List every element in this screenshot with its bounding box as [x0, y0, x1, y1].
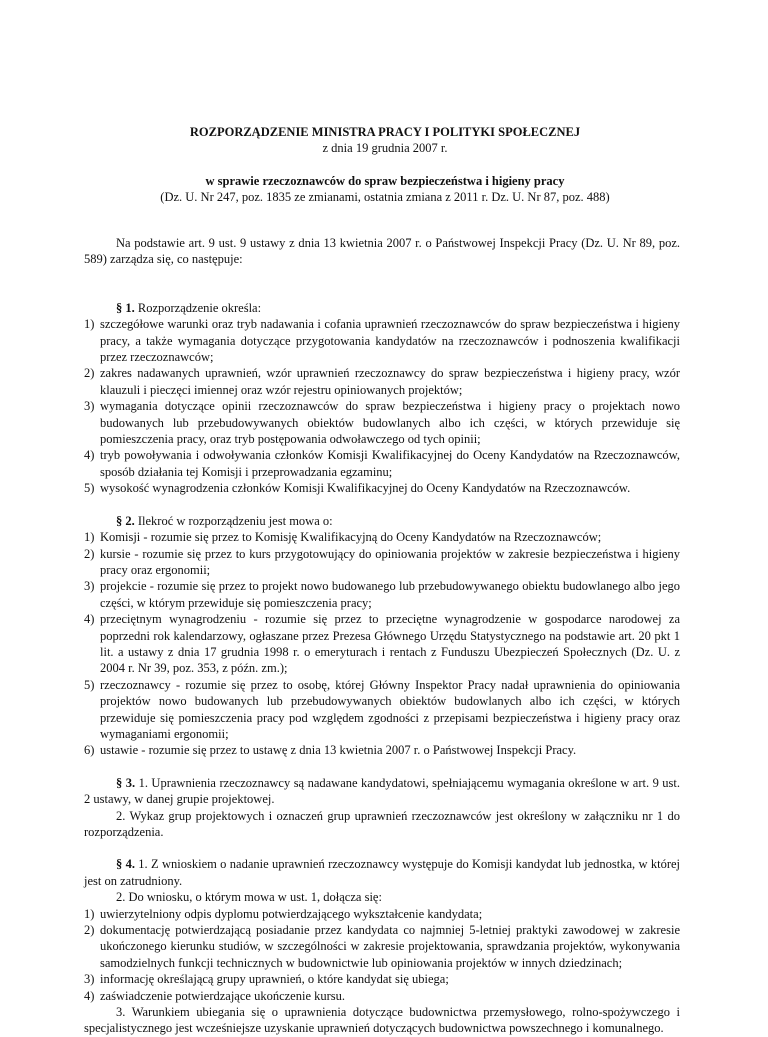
item-text: kursie - rozumie się przez to kurs przygotowujący do opiniowania projektów w zakresie bezpieczeństwa i higieny pracy oraz ergonomii;: [100, 546, 680, 577]
item-number: 5): [84, 481, 95, 496]
list-item: [84, 529, 680, 545]
section-3-mark: § 3.: [116, 775, 136, 790]
list-item: [84, 447, 680, 480]
section-4-mark: § 4.: [116, 857, 135, 872]
section-1-lead: [84, 300, 680, 316]
section-4-list: [84, 906, 680, 1004]
item-number: 5): [84, 677, 95, 692]
document-title: ROZPORZĄDZENIE MINISTRA PRACY I POLITYKI SPOŁECZNEJ: [189, 125, 581, 139]
document-body: [84, 235, 680, 1037]
document-date: z dnia 19 grudnia 2007 r.: [322, 141, 448, 156]
section-3-text-1: 1. Uprawnienia rzeczoznawcy są nadawane kandydatowi, spełniającemu wymagania określone w art. 9 ust. 2 ustawy, w danej grupie projektowej.: [84, 775, 681, 807]
list-item: [84, 546, 680, 579]
list-item: [84, 971, 680, 987]
section-2-lead-text: Ilekroć w rozporządzeniu jest mowa o:: [134, 513, 333, 528]
document-header: [90, 124, 680, 206]
document-subject: w sprawie rzeczoznawców do spraw bezpieczeństwa i higieny pracy: [205, 173, 565, 188]
section-4-paragraph-3: 3. Warunkiem ubiegania się o uprawnienia dotyczące budownictwa przemysłowego, rolno-spożywczego i specjalistycznego jest wcześniejsze uzyskanie uprawnień dotyczących budownictwa powszechnego i komunalnego.: [84, 1005, 680, 1036]
item-number: 2): [84, 366, 95, 381]
item-number: 3): [84, 579, 95, 594]
item-text: przeciętnym wynagrodzeniu - rozumie się przez to przeciętne wynagrodzenie w gospodarce narodowej za poprzedni rok kalendarzowy, ogłaszane przez Prezesa Głównego Urzędu Statystycznego na podstawie art. 20 pkt 1 lit. a ustawy z dnia 17 grudnia 1998 r. o emeryturach i rentach z Funduszu Ubezpieczeń Społecznych (Dz. U. z 2004 r. Nr 39, poz. 353, z późn. zm.);: [100, 612, 680, 676]
item-text: ustawie - rozumie się przez to ustawę z dnia 13 kwietnia 2007 r. o Państwowej Inspekcji Pracy.: [100, 743, 577, 758]
list-item: [84, 906, 680, 922]
item-number: 2): [84, 546, 95, 561]
section-1-mark: § 1.: [116, 300, 135, 315]
section-4-text-1: 1. Z wnioskiem o nadanie uprawnień rzeczoznawcy występuje do Komisji kandydat lub jednostka, w której jest on zatrudniony.: [84, 857, 681, 888]
item-text: wymagania dotyczące opinii rzeczoznawców do spraw bezpieczeństwa i higieny pracy o projektach nowo budowanych lub przebudowywanych obiektów budowlanych albo ich części, w których przewiduje się pomieszczenia pracy, oraz tryb postępowania odwoławczego od tych opinii;: [100, 399, 680, 447]
item-number: 3): [84, 399, 95, 414]
item-text: rzeczoznawcy - rozumie się przez to osobę, której Główny Inspektor Pracy nadał uprawnienia do opiniowania projektów nowo budowanych lub przebudowywanych obiektów budowlanych albo ich części, w których przewiduje się pomieszczenia pracy pod względem zgodności z przepisami bezpieczeństwa i higieny pracy oraz wymaganiami ergonomii;: [100, 677, 680, 741]
section-4-paragraph-2: 2. Do wniosku, o którym mowa w ust. 1, dołącza się:: [116, 890, 382, 905]
section-1-lead-text: Rozporządzenie określa:: [134, 300, 262, 315]
item-text: tryb powoływania i odwoływania członków Komisji Kwalifikacyjnej do Oceny Kandydatów na Rzeczoznawców, sposób działania tej Komisji i przeprowadzania egzaminu;: [100, 448, 680, 479]
item-text: Komisji - rozumie się przez to Komisję Kwalifikacyjną do Oceny Kandydatów na Rzeczoznawców;: [100, 530, 602, 545]
item-text: wysokość wynagrodzenia członków Komisji Kwalifikacyjnej do Oceny Kandydatów na Rzeczoznawców.: [100, 481, 631, 496]
item-text: zakres nadawanych uprawnień, wzór uprawnień rzeczoznawcy do spraw bezpieczeństwa i higieny pracy, wzór klauzuli i pieczęci imiennej oraz wzór rejestru opiniowanych projektów;: [100, 366, 680, 397]
document-source: (Dz. U. Nr 247, poz. 1835 ze zmianami, ostatnia zmiana z 2011 r. Dz. U. Nr 87, poz. 488): [160, 190, 610, 205]
list-item: [84, 922, 680, 971]
item-text: projekcie - rozumie się przez to projekt nowo budowanego lub przebudowywanego obiektu budowlanego albo jego części, w którym przewiduje się pomieszczenia pracy;: [100, 579, 680, 610]
section-4-paragraph-1: [84, 856, 680, 889]
section-1-list: [84, 316, 680, 496]
list-item: [84, 742, 680, 758]
list-item: [84, 365, 680, 398]
item-number: 4): [84, 988, 95, 1003]
section-2-mark: § 2.: [116, 513, 135, 528]
item-text: szczegółowe warunki oraz tryb nadawania i cofania uprawnień rzeczoznawców do spraw bezpieczeństwa i higieny pracy, a także wymagania dotyczące przygotowania kandydatów na rzeczoznawców i podnoszenia kwalifikacji przez rzeczoznawców;: [100, 317, 680, 365]
list-item: [84, 578, 680, 611]
item-number: 4): [84, 612, 95, 627]
item-number: 3): [84, 972, 95, 987]
list-item: [84, 398, 680, 447]
item-text: zaświadczenie potwierdzające ukończenie kursu.: [100, 988, 346, 1003]
item-text: uwierzytelniony odpis dyplomu potwierdzającego wykształcenie kandydata;: [100, 906, 483, 921]
section-3-paragraph-1: [84, 775, 680, 808]
item-number: 6): [84, 743, 95, 758]
section-2-lead: [84, 513, 680, 529]
section-2-list: [84, 529, 680, 759]
list-item: [84, 316, 680, 365]
item-number: 4): [84, 448, 95, 463]
item-number: 2): [84, 923, 95, 938]
section-3-paragraph-2: 2. Wykaz grup projektowych i oznaczeń grup uprawnień rzeczoznawców jest określony w załączniku nr 1 do rozporządzenia.: [84, 808, 680, 839]
intro-paragraph: Na podstawie art. 9 ust. 9 ustawy z dnia 13 kwietnia 2007 r. o Państwowej Inspekcji Pracy (Dz. U. Nr 89, poz. 589) zarządza się, co następuje:: [84, 236, 680, 267]
list-item: [84, 677, 680, 743]
item-number: 1): [84, 906, 95, 921]
item-text: informację określającą grupy uprawnień, o które kandydat się ubiega;: [100, 972, 449, 987]
list-item: [84, 611, 680, 677]
item-number: 1): [84, 530, 95, 545]
item-text: dokumentację potwierdzającą posiadanie przez kandydata co najmniej 5-letniej praktyki zawodowej w zakresie ukończonego kierunku studiów, w szczególności w zakresie projektowania, sprawdzania projektów, wykonywania samodzielnych funkcji technicznych w budownictwie lub opiniowania projektów w innych dziedzinach;: [100, 923, 680, 970]
list-item: [84, 480, 680, 496]
item-number: 1): [84, 317, 95, 332]
list-item: [84, 988, 680, 1004]
